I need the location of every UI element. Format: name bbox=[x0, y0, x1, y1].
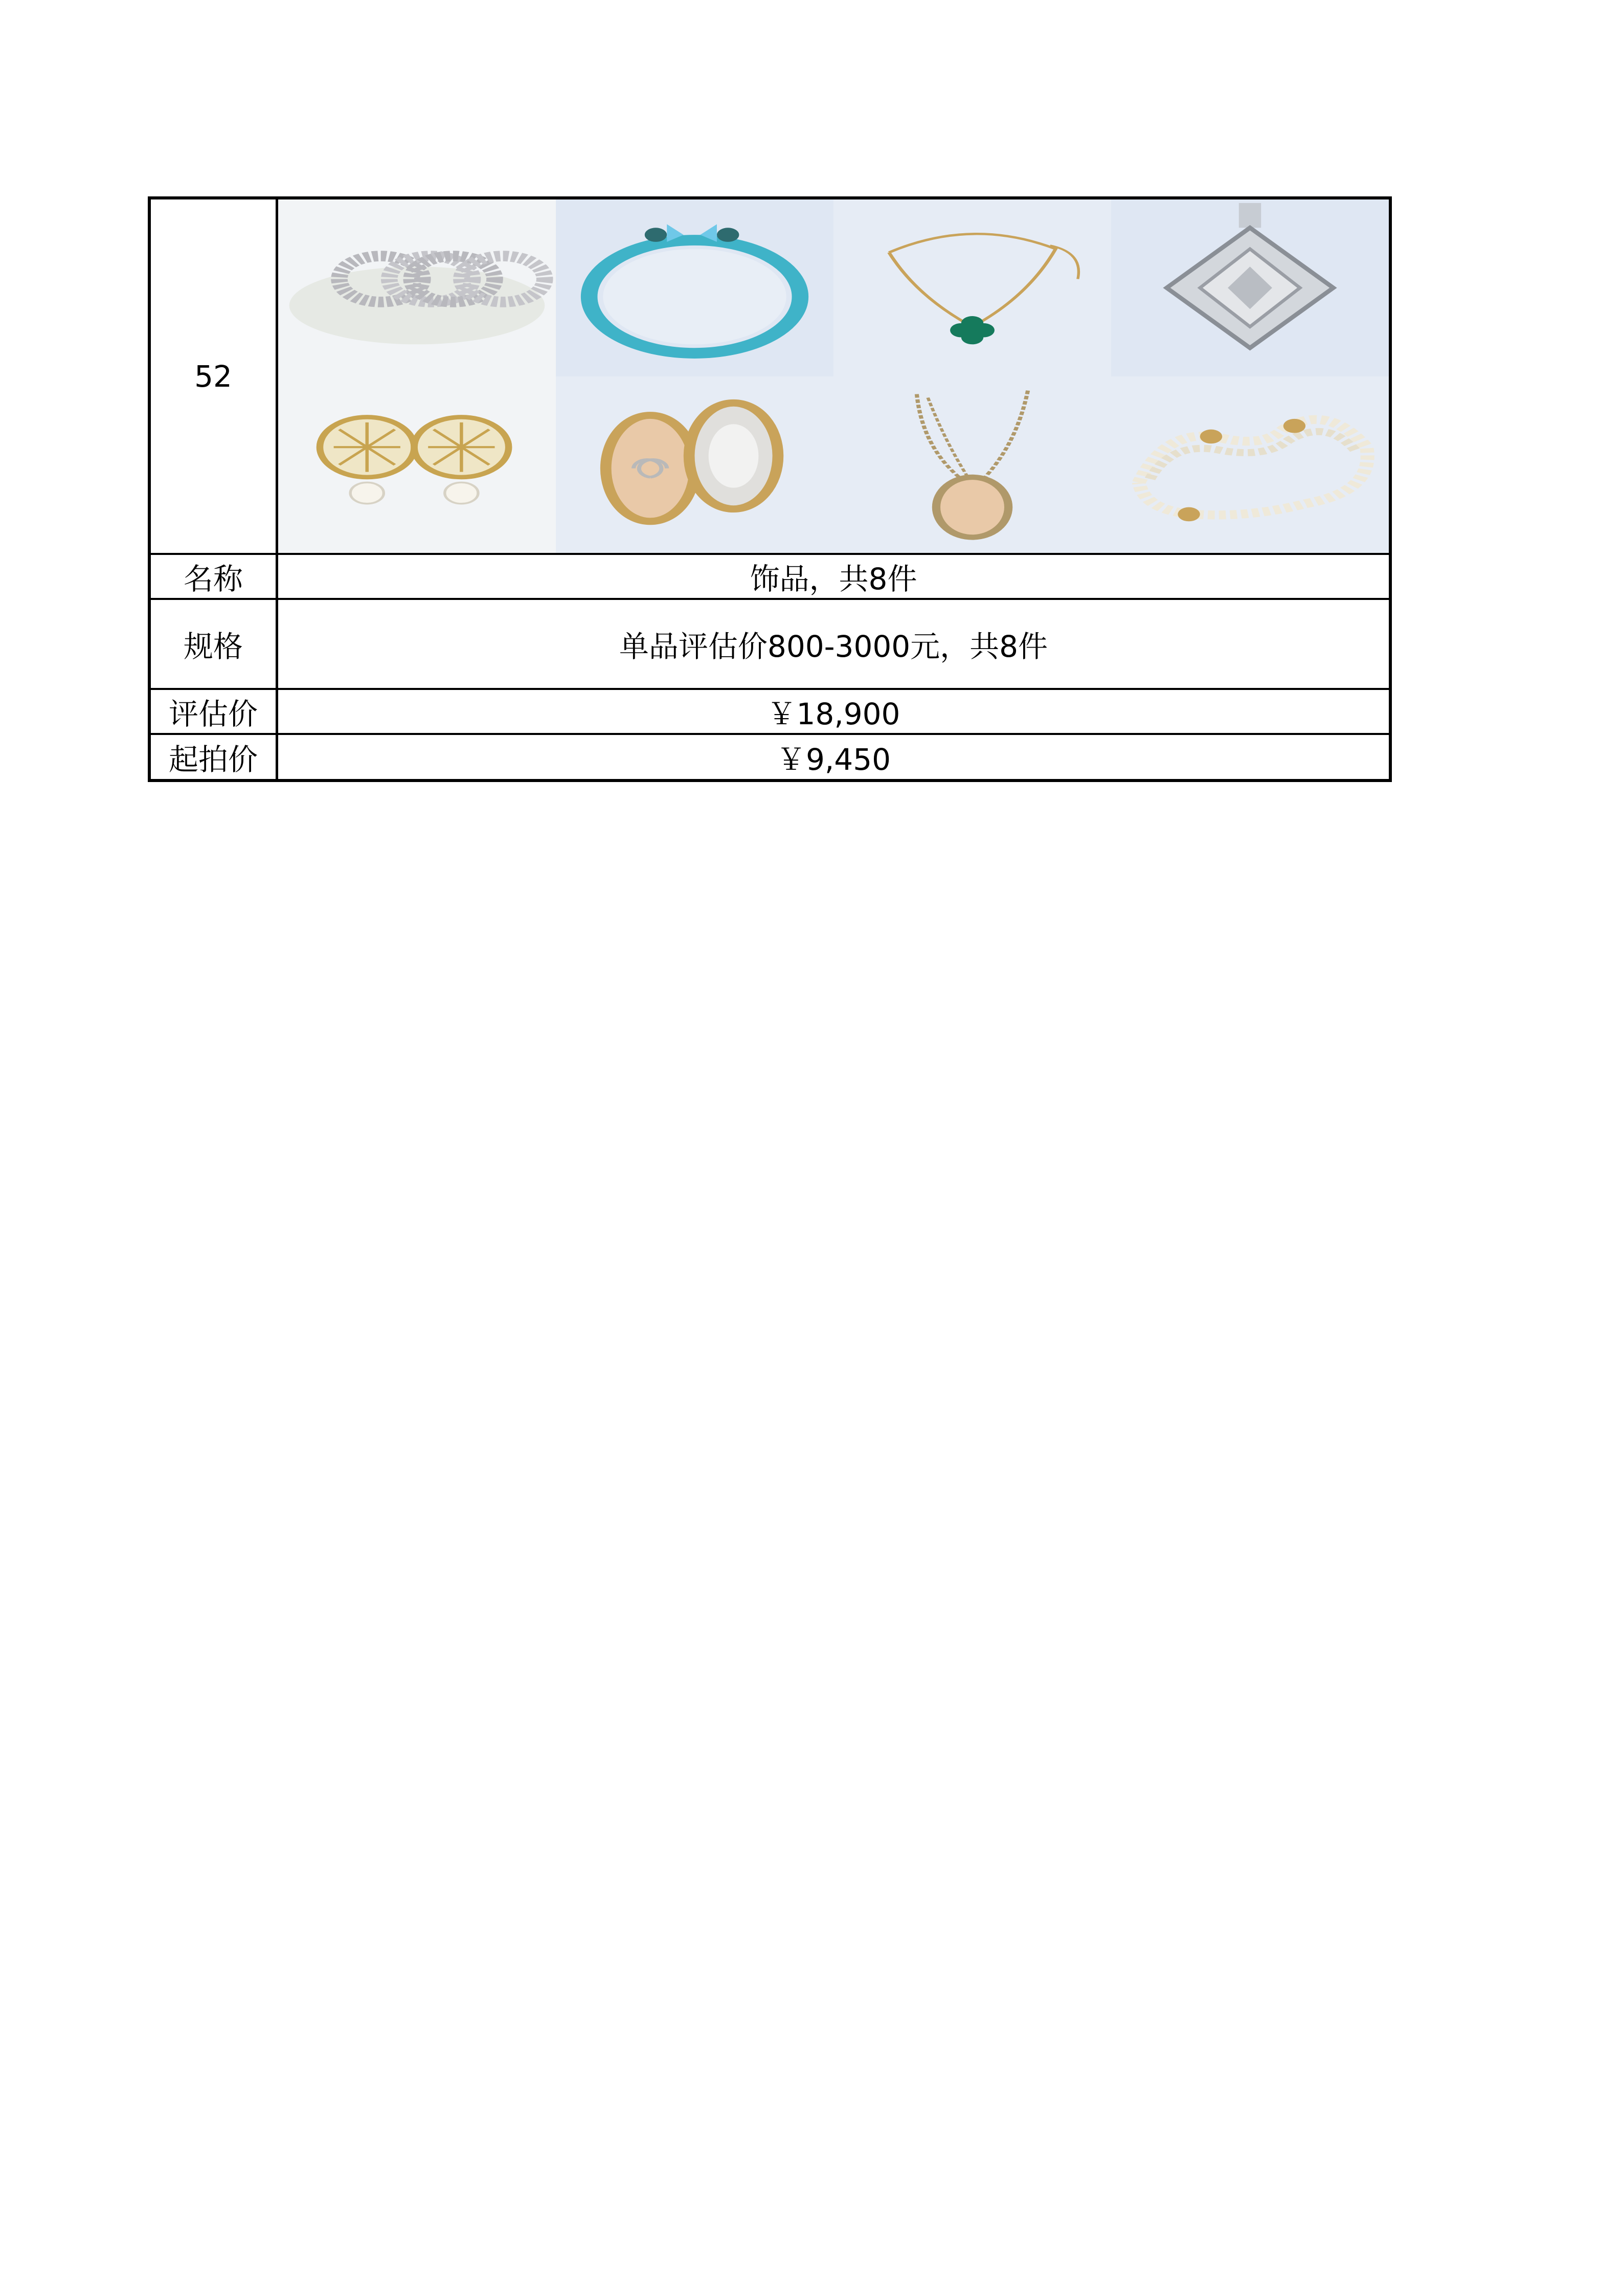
silver-diamond-pendant-photo bbox=[1111, 199, 1389, 376]
cc-oval-pendant-necklace-photo bbox=[833, 376, 1111, 553]
cc-oval-earrings-photo bbox=[556, 376, 833, 553]
pearl-cc-necklace-photo bbox=[1111, 376, 1389, 553]
turquoise-bangle-photo bbox=[556, 199, 833, 376]
spec-label: 规格 bbox=[151, 600, 278, 688]
photo-grid bbox=[278, 199, 1389, 553]
estimate-label: 评估价 bbox=[151, 690, 278, 733]
start-price-value: ￥9,450 bbox=[776, 742, 891, 777]
estimate-row bbox=[151, 690, 1389, 735]
rhinestone-cc-brooch-photo bbox=[278, 199, 556, 376]
estimate-value: ￥18,900 bbox=[767, 697, 900, 731]
name-row bbox=[151, 555, 1389, 600]
clover-pendant-necklace-photo bbox=[833, 199, 1111, 376]
photo-row bbox=[151, 199, 1389, 555]
start-price-row bbox=[151, 735, 1389, 779]
lot-table bbox=[148, 196, 1392, 782]
name-value: 饰品，共8件 bbox=[750, 562, 917, 596]
spec-value: 单品评估价800-3000元，共8件 bbox=[619, 629, 1048, 664]
name-label: 名称 bbox=[151, 555, 278, 598]
lot-number: 52 bbox=[151, 199, 278, 553]
spec-row bbox=[151, 600, 1389, 690]
start-price-label: 起拍价 bbox=[151, 735, 278, 779]
round-pearl-earrings-photo bbox=[278, 376, 556, 553]
